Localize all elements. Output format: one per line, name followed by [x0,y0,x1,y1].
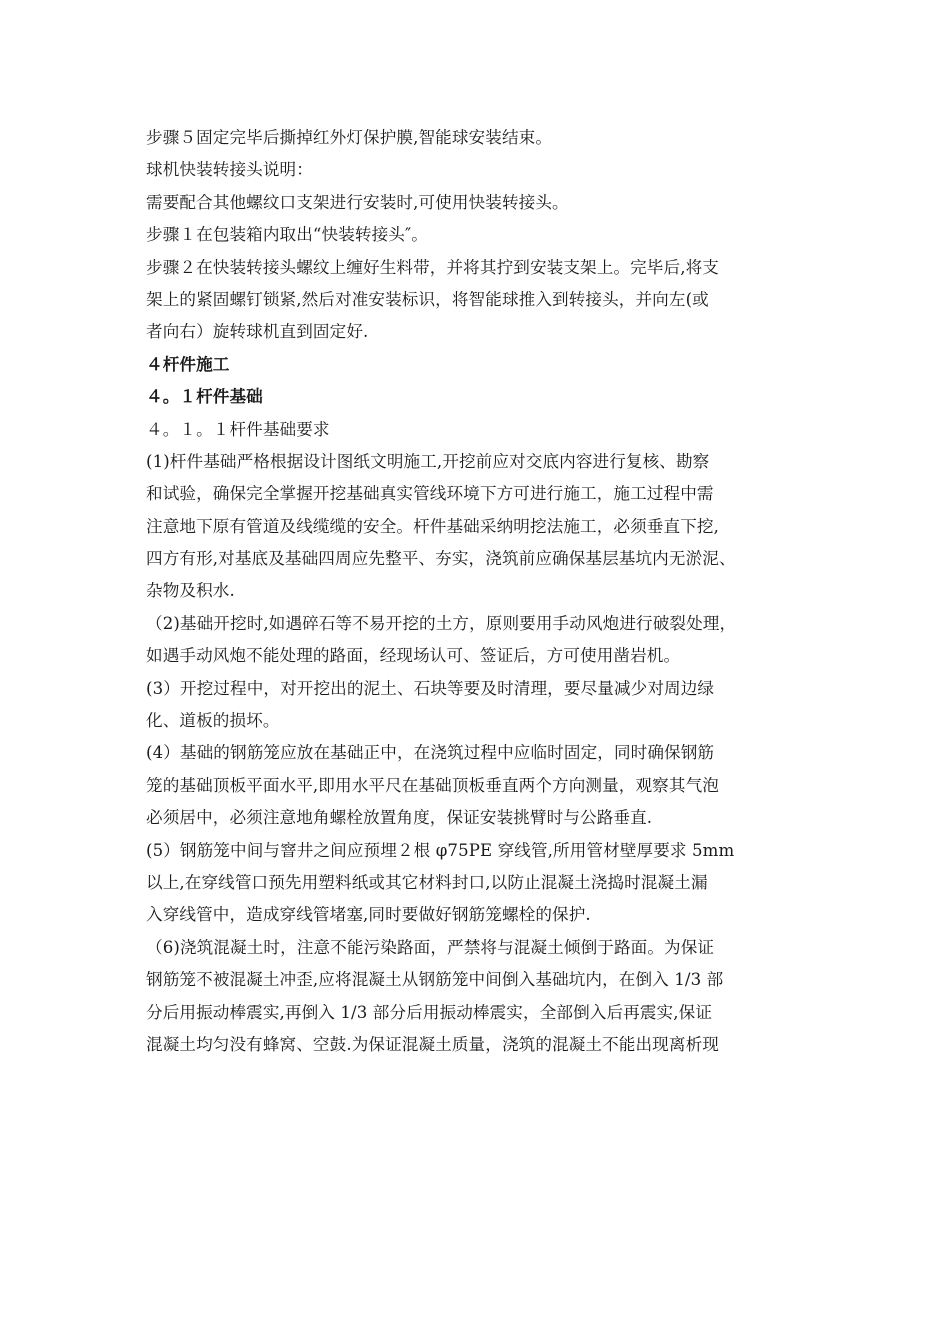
text-line: 步骤２在快装转接头螺纹上缠好生料带，并将其拧到安装支架上。完毕后,将支 [146,257,719,277]
text-line: 必须居中，必须注意地角螺栓放置角度，保证安装挑臂时与公路垂直. [146,808,653,828]
text-line: 者向右）旋转球机直到固定好. [146,322,369,342]
document-body [146,122,826,1061]
text-line: (1)杆件基础严格根据设计图纸文明施工,开挖前应对交底内容进行复核、勘察 [146,451,710,471]
text-line: 和试验，确保完全掌握开挖基础真实管线环境下方可进行施工，施工过程中需 [146,484,714,504]
text-line: （2)基础开挖时,如遇碎石等不易开挖的土方，原则要用手动风炮进行破裂处理， [146,613,737,633]
subsection-heading: ４。１杆件基础 [146,387,263,407]
text-line: 球机快装转接头说明： [146,160,313,180]
text-line: 分后用振动棒震实,再倒入 1/3 部分后用振动棒震实，全部倒入后再震实,保证 [146,1002,713,1022]
text-line: 化、道板的损坏。 [146,711,280,731]
text-line: 如遇手动风炮不能处理的路面，经现场认可、签证后，方可使用凿岩机。 [146,646,681,666]
text-line: 以上,在穿线管口预先用塑料纸或其它材料封口,以防止混凝土浇捣时混凝土漏 [146,872,708,892]
text-line: 步骤１在包装箱内取出“快装转接头″。 [146,225,428,245]
section-heading: ４杆件施工 [146,354,230,374]
text-line: 需要配合其他螺纹口支架进行安装时,可使用快装转接头。 [146,192,569,212]
subsubsection-heading: ４。１。１杆件基础要求 [146,419,330,439]
text-line: （6)浇筑混凝土时，注意不能污染路面，严禁将与混凝土倾倒于路面。为保证 [146,937,715,957]
text-line: 架上的紧固螺钉锁紧,然后对准安装标识，将智能球推入到转接头，并向左(或 [146,289,709,309]
text-line: 入穿线管中，造成穿线管堵塞,同时要做好钢筋笼螺栓的保护. [146,905,591,925]
text-line: 混凝土均匀没有蜂窝、空鼓.为保证混凝土质量，浇筑的混凝土不能出现离析现 [146,1034,719,1054]
text-line: 笼的基础顶板平面水平,即用水平尺在基础顶板垂直两个方向测量，观察其气泡 [146,775,719,795]
text-line: 注意地下原有管道及线缆缆的安全。杆件基础采纳明挖法施工，必须垂直下挖, [146,516,719,536]
text-line: 四方有形,对基底及基础四周应先整平、夯实，浇筑前应确保基层基坑内无淤泥、 [146,549,736,569]
text-line: 步骤５固定完毕后撕掉红外灯保护膜,智能球安装结束。 [146,128,553,147]
text-line: (5）钢筋笼中间与窨井之间应预埋２根 φ75PE 穿线管,所用管材壁厚要求 5mm [146,840,735,860]
text-line: (4）基础的钢筋笼应放在基础正中，在浇筑过程中应临时固定，同时确保钢筋 [146,743,715,763]
text-line: 钢筋笼不被混凝土冲歪,应将混凝土从钢筋笼中间倒入基础坑内，在倒入 1/3 部 [146,970,724,990]
text-line: (3）开挖过程中，对开挖出的泥土、石块等要及时清理，要尽量减少对周边绿 [146,678,715,698]
text-line: 杂物及积水. [146,581,235,601]
